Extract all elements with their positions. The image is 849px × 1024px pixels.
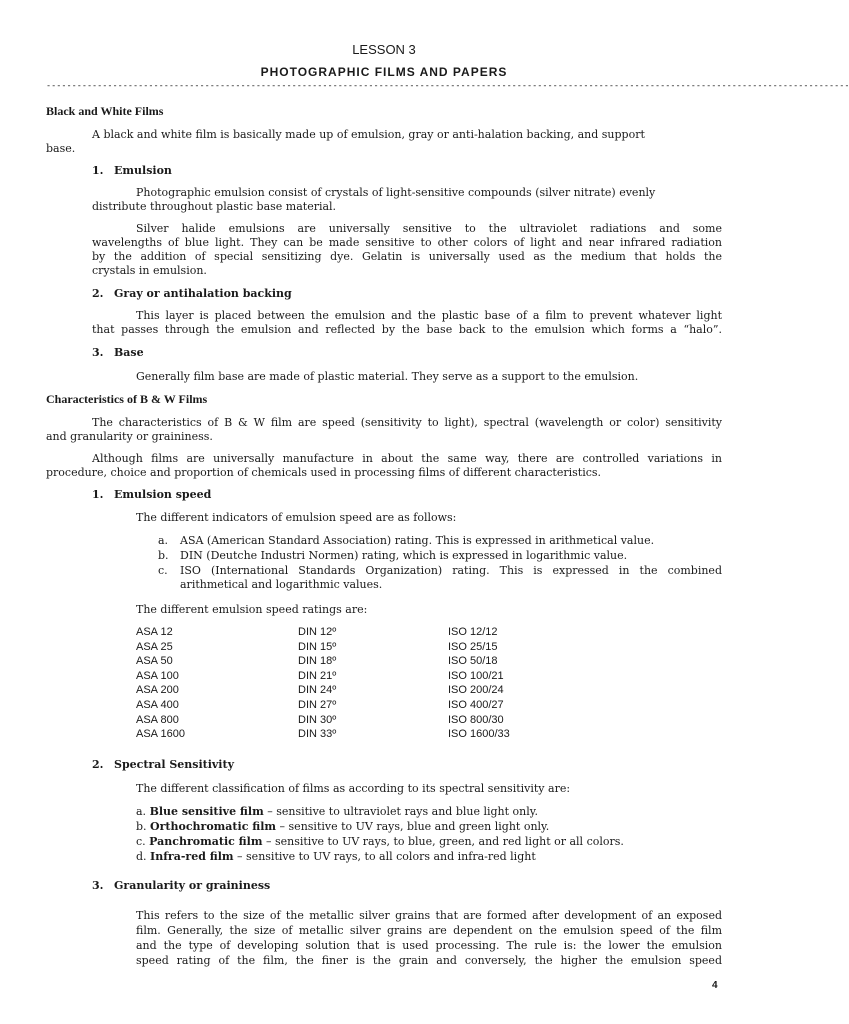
item-number: 1. [92, 164, 104, 177]
item-number: 2. [92, 758, 104, 771]
film-type-desc: – sensitive to UV rays, to all colors and infra-red light [233, 850, 536, 863]
paragraph-line: distribute throughout plastic base material. [92, 200, 337, 213]
paragraph-line: The characteristics of B & W film are speed (sensitivity to light), spectral (wavelength or color) sensitivity [92, 416, 722, 429]
item-number: 3. [92, 879, 104, 892]
iso-cell: ISO 800/30 [448, 713, 504, 726]
list-text: ISO (International Standards Organization) rating. This is expressed in the combined [180, 564, 722, 577]
paragraph-line: Photographic emulsion consist of crystals of light-sensitive compounds (silver nitrate) evenly [136, 186, 656, 199]
item-title: Granularity or graininess [114, 879, 271, 892]
paragraph-line: This layer is placed between the emulsion and the plastic base of a film to prevent whatever light [136, 309, 722, 322]
numbered-heading-base [92, 346, 144, 359]
item-title: Emulsion [114, 164, 172, 177]
din-cell: DIN 12º [298, 626, 337, 638]
list-item [158, 534, 722, 548]
paragraph-line: and the type of developing solution that is used processing. The rule is: the lower the emulsion [136, 939, 722, 952]
paragraph-line: that passes through the emulsion and reflected by the base back to the emulsion which forms a “halo”. [92, 323, 722, 336]
list-item [136, 850, 722, 864]
numbered-heading-granularity [92, 879, 270, 892]
paragraph-line: Generally film base are made of plastic material. They serve as a support to the emulsion. [136, 370, 639, 383]
paragraph-line: by the addition of special sensitizing dye. Gelatin is universally used as the medium that holds the [92, 250, 722, 263]
film-type-name: Infra-red film [150, 850, 234, 863]
paragraph-line: Although films are universally manufacture in about the same way, there are controlled variations in [92, 452, 722, 465]
table-row [136, 713, 510, 728]
paragraph-line: speed rating of the film, the finer is the grain and conversely, the higher the emulsion speed [136, 954, 722, 967]
list-item [158, 549, 722, 563]
item-number: 3. [92, 346, 104, 359]
item-title: Emulsion speed [114, 488, 212, 501]
paragraph-line: film. Generally, the size of metallic silver grains are dependent on the emulsion speed of the film [136, 924, 722, 937]
numbered-heading-spectral [92, 758, 234, 771]
list-text: DIN (Deutche Industri Normen) rating, which is expressed in logarithmic value. [180, 549, 628, 562]
din-cell: DIN 18º [298, 655, 337, 668]
table-row [136, 727, 510, 742]
numbered-heading-antihalation [92, 287, 292, 300]
paragraph-line: Silver halide emulsions are universally sensitive to the ultraviolet radiations and some [136, 222, 722, 235]
film-type-desc: – sensitive to ultraviolet rays and blue light only. [263, 805, 539, 818]
iso-cell: ISO 50/18 [448, 655, 498, 668]
paragraph-line: The different emulsion speed ratings are: [136, 603, 368, 616]
list-marker: d. [136, 850, 147, 863]
item-title: Spectral Sensitivity [114, 758, 234, 771]
iso-cell: ISO 25/15 [448, 640, 498, 653]
din-cell: DIN 27º [298, 698, 337, 711]
item-number: 1. [92, 488, 104, 501]
iso-cell: ISO 100/21 [448, 669, 504, 682]
list-marker: a. [158, 534, 169, 547]
item-number: 2. [92, 287, 104, 300]
asa-cell: ASA 400 [136, 698, 179, 711]
film-type-name: Orthochromatic film [150, 820, 277, 833]
list-marker: b. [158, 549, 169, 562]
paragraph-line: A black and white film is basically made up of emulsion, gray or anti-halation backing, and support [92, 128, 645, 141]
paragraph-line: The different indicators of emulsion speed are as follows: [136, 511, 457, 524]
divider-rule: ------------------------------------------------------------------------------------------------------------------------------------------------------------- [46, 81, 849, 91]
numbered-heading-emulsion [92, 164, 172, 177]
paragraph-line: base. [46, 142, 76, 155]
lesson-label: LESSON 3 [352, 42, 416, 57]
film-type-name: Blue sensitive film [149, 805, 264, 818]
iso-cell: ISO 400/27 [448, 698, 504, 711]
din-cell: DIN 33º [298, 728, 337, 741]
iso-cell: ISO 12/12 [448, 626, 498, 638]
list-text: ASA (American Standard Association) rating. This is expressed in arithmetical value. [180, 534, 655, 547]
film-type-name: Panchromatic film [149, 835, 263, 848]
film-type-desc: – sensitive to UV rays, blue and green light only. [276, 820, 550, 833]
table-row [136, 625, 510, 640]
asa-cell: ASA 25 [136, 640, 173, 653]
asa-cell: ASA 100 [136, 669, 179, 682]
paragraph-line: and granularity or graininess. [46, 430, 213, 443]
table-row [136, 654, 510, 669]
asa-cell: ASA 800 [136, 713, 179, 726]
numbered-heading-emulsion-speed [92, 488, 211, 501]
page-number: 4 [712, 980, 718, 991]
paragraph-line: procedure, choice and proportion of chemicals used in processing films of different characteristics. [46, 466, 602, 479]
asa-cell: ASA 200 [136, 684, 179, 697]
din-cell: DIN 21º [298, 669, 337, 682]
table-row [136, 683, 510, 698]
speed-ratings-table [136, 625, 510, 742]
list-item [136, 805, 722, 819]
table-row [136, 698, 510, 713]
din-cell: DIN 30º [298, 713, 337, 726]
table-row [136, 669, 510, 684]
section-heading-bw-films: Black and White Films [46, 104, 164, 118]
list-item [136, 835, 722, 849]
paragraph-line: The different classification of films as according to its spectral sensitivity are: [136, 782, 571, 795]
asa-cell: ASA 1600 [136, 728, 185, 741]
list-item [136, 820, 722, 834]
iso-cell: ISO 1600/33 [448, 728, 510, 741]
asa-cell: ASA 12 [136, 626, 173, 638]
paragraph-line: This refers to the size of the metallic silver grains that are formed after development of an exposed [136, 909, 722, 922]
item-title: Gray or antihalation backing [114, 287, 292, 300]
list-marker: c. [158, 564, 168, 577]
list-marker: c. [136, 835, 146, 848]
list-text: arithmetical and logarithmic values. [180, 578, 383, 591]
list-marker: a. [136, 805, 147, 818]
din-cell: DIN 15º [298, 640, 337, 653]
film-type-desc: – sensitive to UV rays, to blue, green, and red light or all colors. [262, 835, 624, 848]
paragraph-line: crystals in emulsion. [92, 264, 207, 277]
din-cell: DIN 24º [298, 684, 337, 697]
iso-cell: ISO 200/24 [448, 684, 504, 697]
section-heading-characteristics: Characteristics of B & W Films [46, 392, 208, 406]
asa-cell: ASA 50 [136, 655, 173, 668]
paragraph-line: wavelengths of blue light. They can be made sensitive to other colors of light and near infrared radiation [92, 236, 722, 249]
item-title: Base [114, 346, 144, 359]
list-item [158, 564, 722, 592]
table-row [136, 640, 510, 655]
page-title: PHOTOGRAPHIC FILMS AND PAPERS [260, 65, 508, 79]
list-marker: b. [136, 820, 147, 833]
